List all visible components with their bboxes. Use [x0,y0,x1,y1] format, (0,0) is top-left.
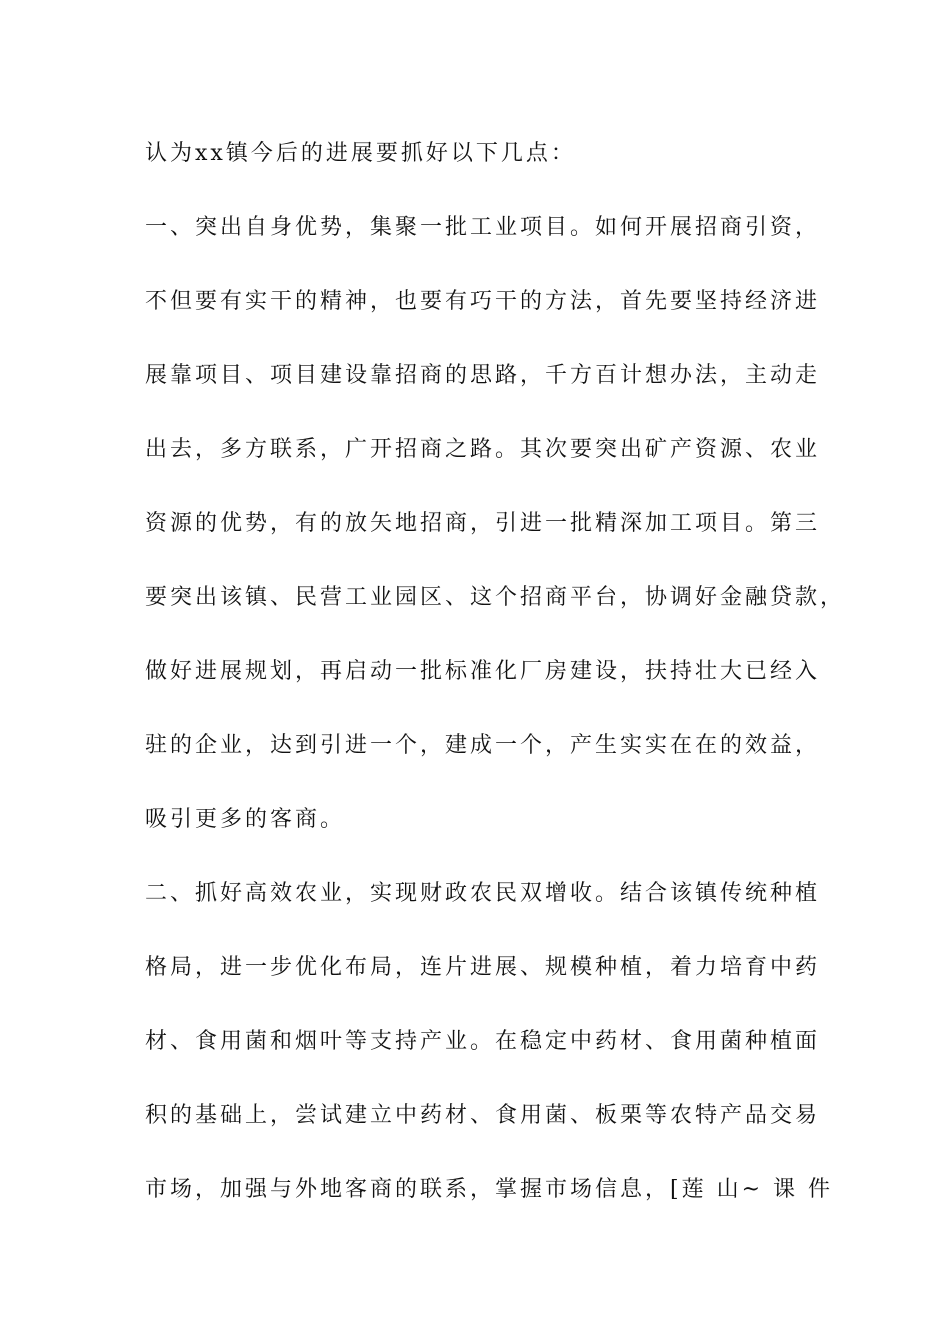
text-line: 吸引更多的客商。 [145,807,346,832]
text-line: 做好进展规划，再启动一批标准化厂房建设，扶持壮大已经入 [145,659,821,684]
text-line: 要突出该镇、民营工业园区、这个招商平台，协调好金融贷款， [145,585,846,610]
text-line: 展靠项目、项目建设靠招商的思路，千方百计想办法，主动走 [145,363,821,388]
text-line: 二、抓好高效农业，实现财政农民双增收。结合该镇传统种植 [145,881,821,906]
text-line: 认为xx镇今后的进展要抓好以下几点： [145,141,576,166]
text-line: 市场，加强与外地客商的联系，掌握市场信息，[莲 山~ 课 件 [145,1177,833,1202]
text-line: 一、突出自身优势，集聚一批工业项目。如何开展招商引资， [145,215,821,240]
text-line: 不但要有实干的精神，也要有巧干的方法，首先要坚持经济进 [145,289,821,314]
text-line: 材、食用菌和烟叶等支持产业。在稳定中药材、食用菌种植面 [145,1029,821,1054]
text-line: 积的基础上，尝试建立中药材、食用菌、板栗等农特产品交易 [145,1103,821,1128]
text-line: 资源的优势，有的放矢地招商，引进一批精深加工项目。第三 [145,511,821,536]
text-line: 格局，进一步优化布局，连片进展、规模种植，着力培育中药 [145,955,821,980]
text-line: 驻的企业，达到引进一个，建成一个，产生实实在在的效益， [145,733,821,758]
text-line: 出去，多方联系，广开招商之路。其次要突出矿产资源、农业 [145,437,821,462]
